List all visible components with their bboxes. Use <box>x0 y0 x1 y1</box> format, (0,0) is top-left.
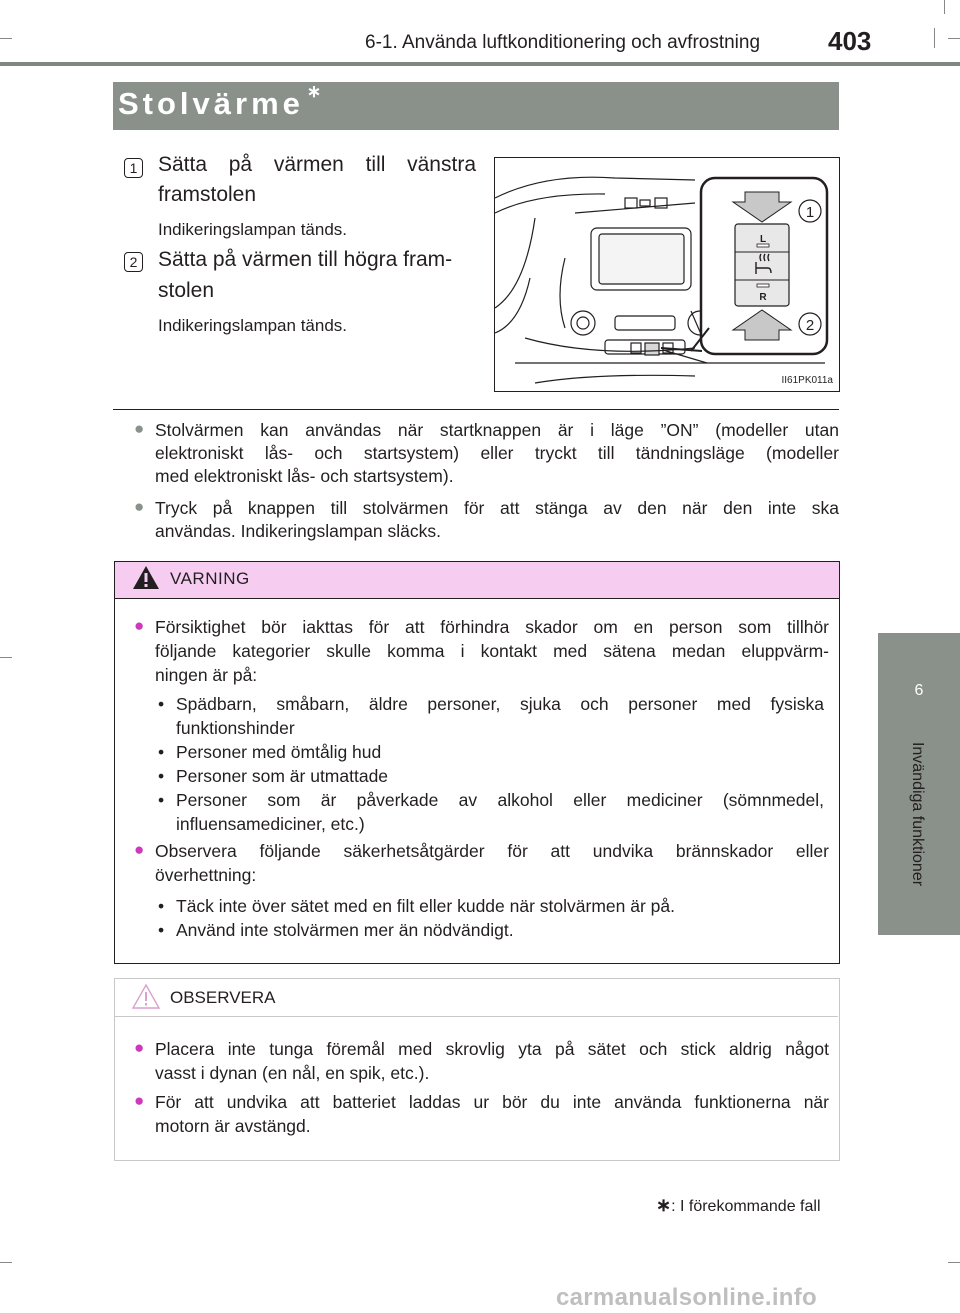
step-2-title-line1: Sätta på värmen till högra fram- <box>158 248 453 271</box>
note-1-line3: med elektroniskt lås- och startsystem). <box>155 466 454 486</box>
notice-2-line1: För att undvika att batteriet laddas ur bör du inte använda funktionerna när <box>155 1092 829 1112</box>
notice-bullet-2: ● <box>134 1091 145 1110</box>
warning-sub2: Personer med ömtålig hud <box>176 742 382 762</box>
list-dot: • <box>158 790 165 810</box>
step-1-subtext: Indikeringslampan tänds. <box>158 220 348 239</box>
warning-2-line1: Observera följande säkerhetsåtgärder för att undvika brännskador eller <box>155 841 829 861</box>
step-1-title-line1: Sätta på värmen till vänstra <box>158 153 476 176</box>
separator <box>113 409 839 410</box>
step-2-title-line2: stolen <box>158 279 215 302</box>
dashboard-drawing <box>495 158 839 391</box>
page-number: 403 <box>828 26 872 56</box>
notice-rule <box>114 1016 838 1017</box>
availability-marker: ∗ <box>306 82 326 101</box>
crop-mark <box>0 657 12 658</box>
section-label: 6-1. Använda luftkonditionering och avfrostning <box>365 32 761 53</box>
warning-sub3: Personer som är utmattade <box>176 766 389 786</box>
warning-bullet-2: ● <box>134 840 145 859</box>
caution-icon <box>131 983 161 1011</box>
notice-heading: OBSERVERA <box>170 988 276 1007</box>
note-bullet-1: ● <box>134 419 145 438</box>
callout-2: 2 <box>805 317 815 334</box>
warning-2-line2: överhettning: <box>155 865 257 885</box>
warning-1-line2: följande kategorier skulle komma i kontakt med sätena medan eluppvärm- <box>155 641 829 661</box>
watermark: carmanualsonline.info <box>556 1284 818 1311</box>
warning-sub1-line1: Spädbarn, småbarn, äldre personer, sjuka och personer med fysiska <box>176 694 824 714</box>
warning-1-line1: Försiktighet bör iakttas för att förhindra skador om en person som tillhör <box>155 617 829 637</box>
crop-mark <box>934 28 935 48</box>
footnote <box>656 1195 821 1216</box>
warning-sub1-line2: funktionshinder <box>176 718 295 738</box>
footnote-text: : I förekommande fall <box>671 1198 821 1215</box>
list-dot: • <box>158 920 165 940</box>
warning-sub6: Använd inte stolvärmen mer än nödvändigt. <box>176 920 514 940</box>
notice-1-line2: vasst i dynan (en nål, en spik, etc.). <box>155 1063 430 1083</box>
crop-mark <box>948 38 960 39</box>
warning-bullet-1: ● <box>134 616 145 635</box>
warning-sub5: Täck inte över sätet med en filt eller kudde när stolvärmen är på. <box>176 896 675 916</box>
chapter-title: Invändiga funktioner <box>909 741 926 887</box>
step-2-subtext: Indikeringslampan tänds. <box>158 316 348 335</box>
footnote-marker: ∗ <box>656 1195 672 1215</box>
notice-2-line2: motorn är avstängd. <box>155 1116 311 1136</box>
chapter-number: 6 <box>914 682 924 699</box>
note-2-line2: användas. Indikeringslampan släcks. <box>155 521 441 541</box>
note-1-line1: Stolvärmen kan användas när startknappen är i läge ”ON” (modeller utan <box>155 420 839 440</box>
list-dot: • <box>158 896 165 916</box>
notice-bullet-1: ● <box>134 1038 145 1057</box>
header-rule <box>0 62 960 66</box>
right-seat-label: R <box>759 292 767 303</box>
warning-heading: VARNING <box>170 569 250 588</box>
left-seat-label: L <box>759 234 767 245</box>
list-dot: • <box>158 694 165 714</box>
warning-1-line3: ningen är på: <box>155 665 258 685</box>
warning-icon <box>131 564 161 592</box>
crop-mark <box>0 38 12 39</box>
seat-heater-illustration <box>494 157 840 392</box>
note-bullet-2: ● <box>134 497 145 516</box>
page-title <box>118 82 326 122</box>
callout-1: 1 <box>805 204 815 221</box>
crop-mark <box>944 0 945 14</box>
step-number-1: 1 <box>124 158 143 178</box>
note-2-line1: Tryck på knappen till stolvärmen för att stänga av den när den inte ska <box>155 498 839 518</box>
note-1-line2: elektroniskt lås- och startsystem) eller tryckt till tändningsläge (modeller <box>155 443 839 463</box>
crop-mark <box>0 1262 12 1263</box>
step-1-title-line2: framstolen <box>158 183 257 206</box>
warning-sub4-line2: influensamediciner, etc.) <box>176 814 365 834</box>
warning-sub4-line1: Personer som är påverkade av alkohol eller mediciner (sömnmedel, <box>176 790 824 810</box>
crop-mark <box>948 1262 960 1263</box>
list-dot: • <box>158 742 165 762</box>
step-number-2: 2 <box>124 252 143 272</box>
notice-1-line1: Placera inte tunga föremål med skrovlig yta på sätet och stick aldrig något <box>155 1039 829 1059</box>
page-title-text: Stolvärme <box>118 86 304 121</box>
figure-code: II61PK011a <box>781 375 833 386</box>
list-dot: • <box>158 766 165 786</box>
